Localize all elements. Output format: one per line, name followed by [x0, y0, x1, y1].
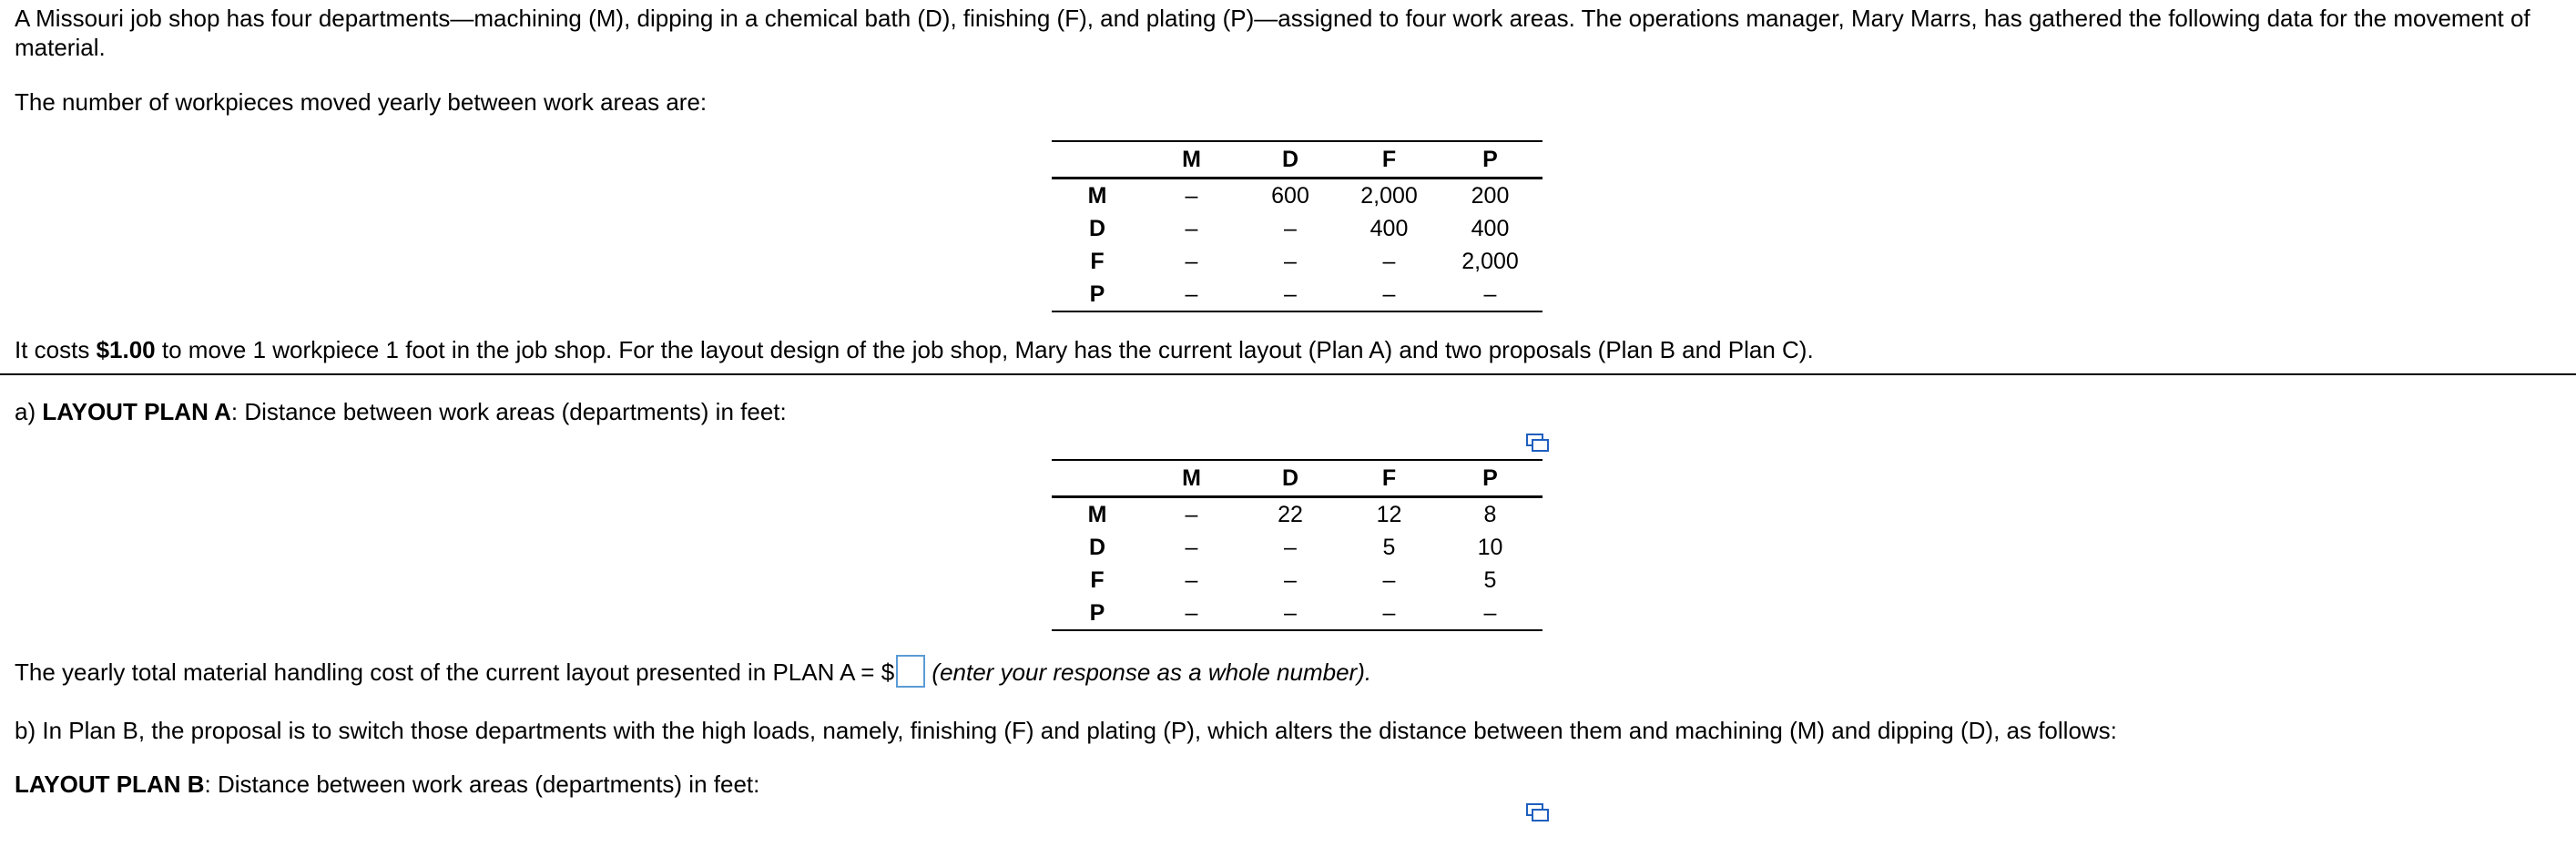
plan-a-title: LAYOUT PLAN A — [42, 398, 231, 425]
plan-b-title: LAYOUT PLAN B — [15, 770, 205, 798]
col-header: F — [1340, 141, 1438, 179]
cost-sentence-end: to move 1 workpiece 1 foot in the job shop. For the layout design of the job shop, Mary has the current layout (Plan A) and two proposals (Plan B and Plan C). — [155, 336, 1814, 363]
table-cell: 5 — [1382, 535, 1396, 560]
col-header: P — [1438, 141, 1543, 179]
table-row — [1052, 245, 1543, 278]
plan-a-distance-table — [1052, 459, 1543, 631]
plan-b-heading — [15, 770, 2558, 799]
cost-sentence — [15, 335, 2558, 364]
part-a-suffix: : Distance between work areas (departments) in feet: — [230, 398, 787, 425]
table-cell: – — [1240, 278, 1340, 311]
table-row — [1052, 497, 1543, 532]
table-cell: – — [1143, 597, 1240, 630]
col-header: F — [1340, 460, 1438, 497]
table-cell: 10 — [1477, 535, 1503, 560]
col-header: D — [1240, 460, 1340, 497]
section-divider — [0, 373, 2576, 375]
intro-paragraph — [15, 4, 2558, 62]
table-cell: – — [1185, 216, 1198, 241]
workpieces-intro: The number of workpieces moved yearly between work areas are: — [15, 88, 708, 116]
table-cell: – — [1185, 567, 1198, 593]
table-row — [1052, 564, 1543, 597]
table-row — [1052, 597, 1543, 630]
part-a-prefix: a) — [15, 398, 43, 425]
row-header: D — [1088, 535, 1106, 560]
intro-line-1: A Missouri job shop has four departments—machining (M), dipping in a chemical bath (D), finishing (F), and plating (P)—assigned to four work areas. The operations manager, Mary Marrs, has gathered the following data for the movement of — [15, 5, 2530, 32]
row-header: D — [1088, 216, 1106, 241]
table-cell: – — [1284, 216, 1297, 241]
row-header: P — [1052, 278, 1143, 311]
table-cell: – — [1438, 597, 1543, 630]
cost-amount: $1.00 — [96, 336, 156, 363]
col-header: M — [1143, 141, 1240, 179]
table-row — [1052, 179, 1543, 213]
col-header: P — [1438, 460, 1543, 497]
answer-a-prompt: The yearly total material handling cost of the current layout presented in PLAN A = $ — [15, 658, 895, 686]
col-header: M — [1143, 460, 1240, 497]
table-cell: – — [1340, 278, 1438, 311]
table-cell: – — [1382, 249, 1396, 274]
table-cell: 2,000 — [1360, 183, 1418, 209]
table-cell: 200 — [1471, 183, 1510, 209]
row-header: F — [1090, 249, 1105, 274]
table-cell: – — [1143, 278, 1240, 311]
table-cell: – — [1382, 567, 1396, 593]
table-cell: 12 — [1376, 502, 1402, 527]
answer-a-hint: (enter your response as a whole number). — [932, 658, 1372, 686]
plan-b-suffix: : Distance between work areas (departments) in feet: — [204, 770, 760, 798]
table-cell: – — [1340, 597, 1438, 630]
cost-sentence-start: It costs — [15, 336, 97, 363]
row-header: M — [1087, 183, 1107, 209]
table-cell: 400 — [1471, 216, 1510, 241]
table-row — [1052, 278, 1543, 311]
answer-a-line — [15, 658, 2558, 690]
col-header: D — [1240, 141, 1340, 179]
row-header: P — [1052, 597, 1143, 630]
table-cell: 5 — [1483, 567, 1497, 593]
part-b-paragraph: b) In Plan B, the proposal is to switch those departments with the high loads, namely, finishing (F) and plating (P), which alters the distance between them and machining (M) and dipping (D), as follows: — [15, 717, 2117, 744]
table-cell: – — [1185, 535, 1198, 560]
table-cell: – — [1438, 278, 1543, 311]
table-cell: – — [1185, 249, 1198, 274]
table-cell: – — [1284, 567, 1297, 593]
table-cell: – — [1284, 535, 1297, 560]
table-cell: 8 — [1483, 502, 1497, 527]
copy-table-icon[interactable] — [1526, 434, 1550, 454]
intro-line-2: material. — [15, 34, 106, 61]
plan-a-cost-input[interactable] — [896, 655, 925, 688]
row-header: F — [1090, 567, 1105, 593]
table-cell: 600 — [1271, 183, 1309, 209]
table-row — [1052, 531, 1543, 564]
table-cell: 2,000 — [1461, 249, 1519, 274]
copy-table-icon[interactable] — [1526, 803, 1550, 823]
table-cell: – — [1185, 183, 1198, 209]
row-header: M — [1087, 502, 1107, 527]
part-a-heading — [15, 397, 2558, 426]
table-cell: – — [1240, 597, 1340, 630]
table-cell: 400 — [1369, 216, 1409, 241]
table-row — [1052, 212, 1543, 245]
table-cell: 22 — [1278, 502, 1303, 527]
table-cell: – — [1284, 249, 1297, 274]
workpieces-table — [1052, 140, 1543, 312]
table-cell: – — [1185, 502, 1198, 527]
